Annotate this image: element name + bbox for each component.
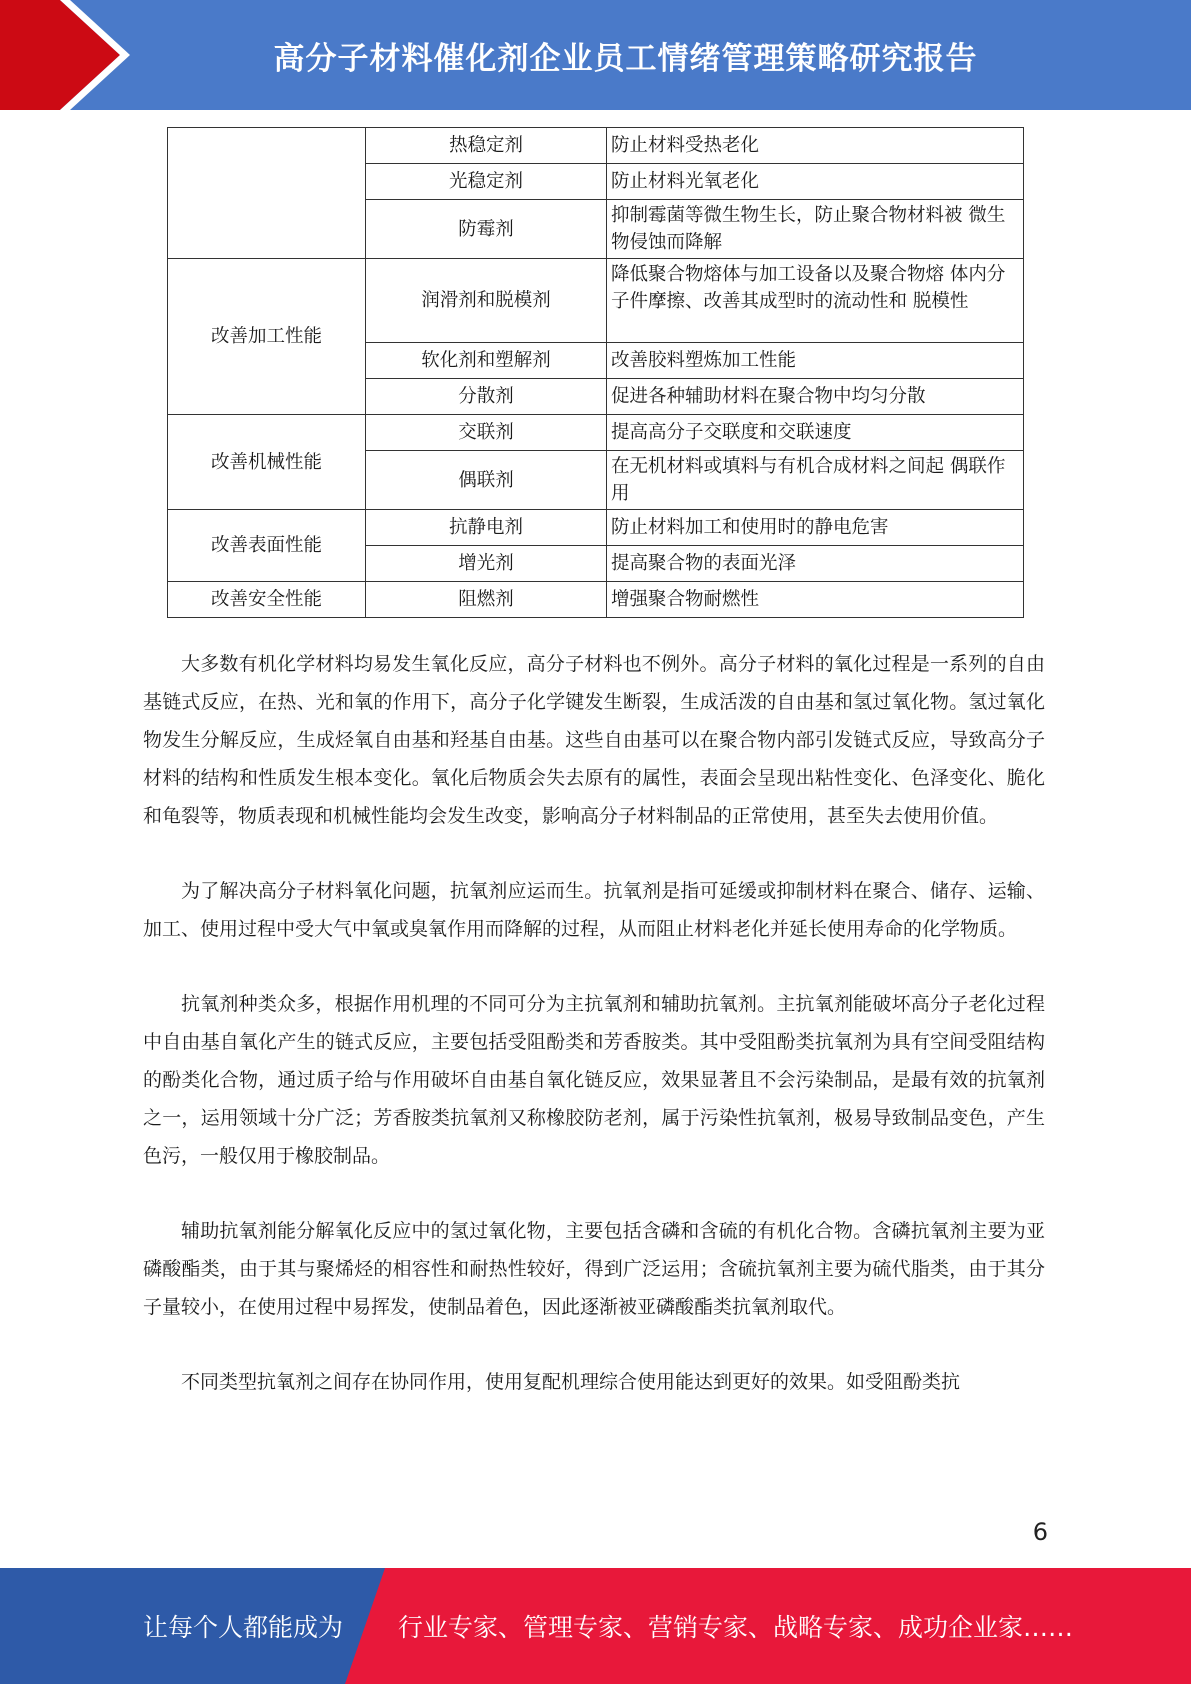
- table-cell-type: 光稳定剂: [366, 164, 607, 200]
- body-text: [143, 645, 1045, 1438]
- table-cell-group: 改善加工性能: [168, 259, 366, 415]
- table-row: [168, 582, 1024, 618]
- table-cell-desc: 抑制霉菌等微生物生长，防止聚合物材料被 微生物侵蚀而降解: [607, 200, 1024, 259]
- footer-slogan-right: 行业专家、管理专家、营销专家、战略专家、成功企业家……: [398, 1613, 1074, 1642]
- table-cell-type: 抗静电剂: [366, 510, 607, 546]
- table-cell-type: 分散剂: [366, 379, 607, 415]
- footer-slogan-left: 让每个人都能成为: [143, 1613, 344, 1642]
- paragraph: 大多数有机化学材料均易发生氧化反应，高分子材料也不例外。高分子材料的氧化过程是一系列的自由基链式反应，在热、光和氧的作用下，高分子化学键发生断裂，生成活泼的自由基和氢过氧化物。氢过氧化物发生分解反应，生成烃氧自由基和羟基自由基。这些自由基可以在聚合物内部引发链式反应，导致高分子材料的结构和性质发生根本变化。氧化后物质会失去原有的属性，表面会呈现出粘性变化、色泽变化、脆化和龟裂等，物质表现和机械性能均会发生改变，影响高分子材料制品的正常使用，甚至失去使用价值。: [143, 653, 1045, 827]
- report-title: 高分子材料催化剂企业员工情绪管理策略研究报告: [273, 40, 978, 77]
- table-cell-group: 改善安全性能: [168, 582, 366, 618]
- table-cell-type: 阻燃剂: [366, 582, 607, 618]
- paragraph: 为了解决高分子材料氧化问题，抗氧剂应运而生。抗氧剂是指可延缓或抑制材料在聚合、储存、运输、加工、使用过程中受大气中氧或臭氧作用而降解的过程，从而阻止材料老化并延长使用寿命的化学物质。: [143, 880, 1045, 940]
- table-row: [168, 259, 1024, 343]
- table-cell-type: 润滑剂和脱模剂: [366, 259, 607, 343]
- table-cell-desc: 防止材料光氧老化: [607, 164, 1024, 200]
- table-cell-desc: 改善胶料塑炼加工性能: [607, 343, 1024, 379]
- table-cell-desc: 提高聚合物的表面光泽: [607, 546, 1024, 582]
- header-arrow-graphic: [0, 0, 160, 110]
- paragraph: 辅助抗氧剂能分解氧化反应中的氢过氧化物，主要包括含磷和含硫的有机化合物。含磷抗氧剂主要为亚磷酸酯类，由于其与聚烯烃的相容性和耐热性较好，得到广泛运用；含硫抗氧剂主要为硫代脂类，由于其分子量较小，在使用过程中易挥发，使制品着色，因此逐渐被亚磷酸酯类抗氧剂取代。: [143, 1220, 1045, 1318]
- table-cell-desc: 在无机材料或填料与有机合成材料之间起 偶联作用: [607, 451, 1024, 510]
- table-cell-type: 交联剂: [366, 415, 607, 451]
- paragraph: 不同类型抗氧剂之间存在协同作用，使用复配机理综合使用能达到更好的效果。如受阻酚类抗: [181, 1371, 961, 1393]
- table-cell-group: 改善机械性能: [168, 415, 366, 510]
- table-row: [168, 128, 1024, 164]
- table-cell-type: 防霉剂: [366, 200, 607, 259]
- table-cell-desc: 促进各种辅助材料在聚合物中均匀分散: [607, 379, 1024, 415]
- table-row: [168, 510, 1024, 546]
- table-cell-type: 软化剂和塑解剂: [366, 343, 607, 379]
- page-header: [0, 0, 1191, 110]
- table-cell-desc: 降低聚合物熔体与加工设备以及聚合物熔 体内分子件摩擦、改善其成型时的流动性和 脱模性: [607, 259, 1024, 343]
- table-cell-desc: 增强聚合物耐燃性: [607, 582, 1024, 618]
- table-cell-group: [168, 128, 366, 259]
- table-cell-desc: 防止材料受热老化: [607, 128, 1024, 164]
- table-cell-desc: 防止材料加工和使用时的静电危害: [607, 510, 1024, 546]
- table-cell-group: 改善表面性能: [168, 510, 366, 582]
- table-cell-type: 增光剂: [366, 546, 607, 582]
- page-footer: [0, 1568, 1191, 1684]
- table-cell-type: 偶联剂: [366, 451, 607, 510]
- table-cell-desc: 提高高分子交联度和交联速度: [607, 415, 1024, 451]
- table-row: [168, 415, 1024, 451]
- paragraph: 抗氧剂种类众多，根据作用机理的不同可分为主抗氧剂和辅助抗氧剂。主抗氧剂能破坏高分子老化过程中自由基自氧化产生的链式反应，主要包括受阻酚类和芳香胺类。其中受阻酚类抗氧剂为具有空间受阻结构的酚类化合物，通过质子给与作用破坏自由基自氧化链反应，效果显著且不会污染制品，是最有效的抗氧剂之一，运用领域十分广泛；芳香胺类抗氧剂又称橡胶防老剂，属于污染性抗氧剂，极易导致制品变色，产生色污，一般仅用于橡胶制品。: [143, 993, 1045, 1167]
- table-cell-type: 热稳定剂: [366, 128, 607, 164]
- additive-table: [167, 127, 1024, 618]
- page-number: 6: [1032, 1518, 1048, 1546]
